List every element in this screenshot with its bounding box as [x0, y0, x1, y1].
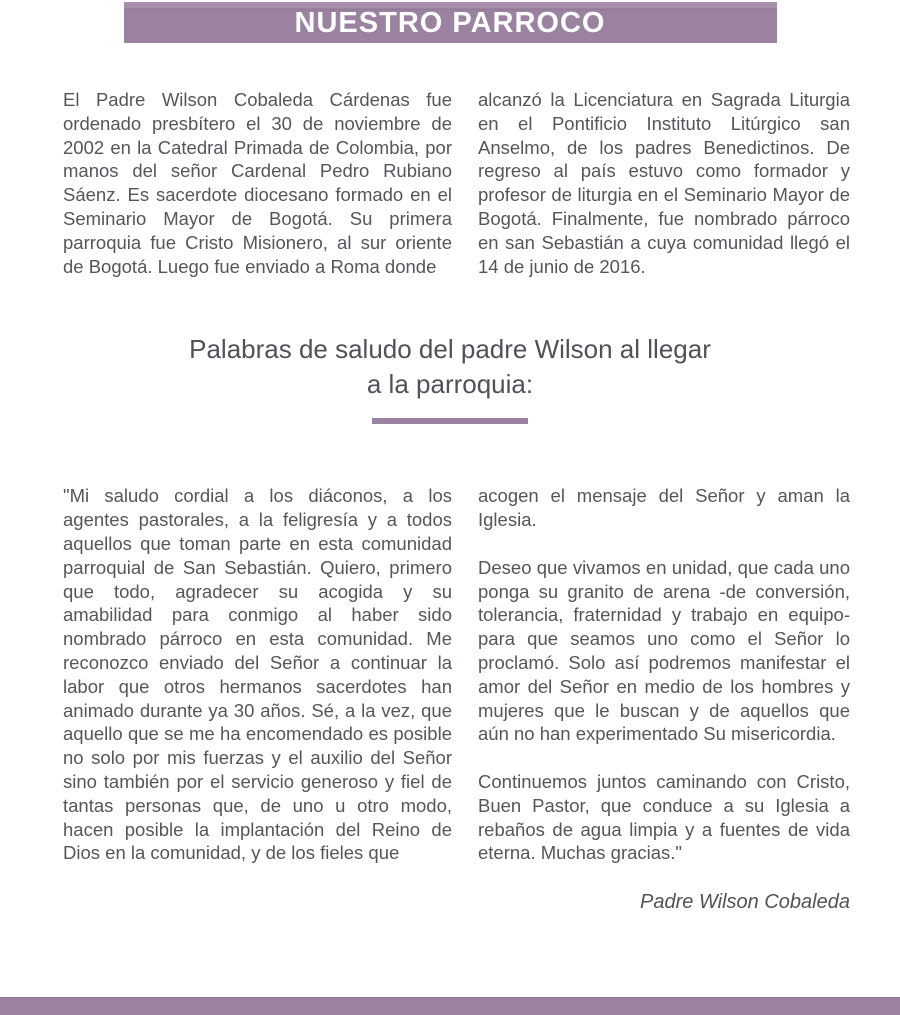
quote-section: [0, 484, 900, 865]
quote-attribution: Padre Wilson Cobaleda: [640, 891, 850, 914]
quote-paragraph: Continuemos juntos caminando con Cristo, Buen Pastor, que conduce a su Iglesia a rebaños de agua limpia y a fuentes de vida eterna. Muchas gracias.": [478, 770, 850, 864]
quote-right-column: [478, 484, 850, 865]
quote-left-column: "Mi saludo cordial a los diáconos, a los agentes pastorales, a la feligresía y a todos aquellos que toman parte en esta comunidad parroquial de San Sebastián. Quiero, primero que todo, agradecer su acogida y su amabilidad para conmigo al haber sido nombrado párroco en esta comunidad. Me reconozco enviado del Señor a continuar la labor que otros hermanos sacerdotes han animado durante ya 30 años. Sé, a la vez, que aquello que se me ha encomendado es posible no solo por mis fuerzas y el auxilio del Señor sino también por el servicio generoso y fiel de tantas personas que, de uno u otro modo, hacen posible la implantación del Reino de Dios en la comunidad, y de los fieles que: [63, 485, 452, 864]
quote-paragraph: Deseo que vivamos en unidad, que cada uno ponga su granito de arena -de conversión, tolerancia, fraternidad y trabajo en equipo- para que seamos uno como el Señor lo proclamó. Solo así podremos manifestar el amor del Señor en medio de los hombres y mujeres que le buscan y de aquellos que aún no han experimentado Su misericordia.: [478, 556, 850, 745]
bio-left-column: El Padre Wilson Cobaleda Cárdenas fue ordenado presbítero el 30 de noviembre de 2002 en la Catedral Primada de Colombia, por manos del señor Cardenal Pedro Rubiano Sáenz. Es sacerdote diocesano formado en el Seminario Mayor de Bogotá. Su primera parroquia fue Cristo Misionero, al sur oriente de Bogotá. Luego fue enviado a Roma donde: [63, 89, 452, 277]
bottom-bar: [0, 997, 900, 1015]
bio-section: [0, 88, 900, 278]
section-banner: [124, 2, 777, 43]
section-heading: [0, 332, 900, 402]
page-title: NUESTRO PARROCO: [294, 7, 606, 39]
bio-right-column: alcanzó la Licenciatura en Sagrada Liturgia en el Pontificio Instituto Litúrgico san Anselmo, de los padres Benedictinos. De regreso al país estuvo como formador y profesor de liturgia en el Seminario Mayor de Bogotá. Finalmente, fue nombrado párroco en san Sebastián a cuya comunidad llegó el 14 de junio de 2016.: [478, 89, 850, 277]
section-heading-line1: Palabras de saludo del padre Wilson al llegar: [189, 334, 711, 365]
heading-underline: [372, 418, 528, 424]
section-heading-line2: a la parroquia:: [366, 369, 534, 400]
quote-paragraph: acogen el mensaje del Señor y aman la Iglesia.: [478, 485, 850, 531]
